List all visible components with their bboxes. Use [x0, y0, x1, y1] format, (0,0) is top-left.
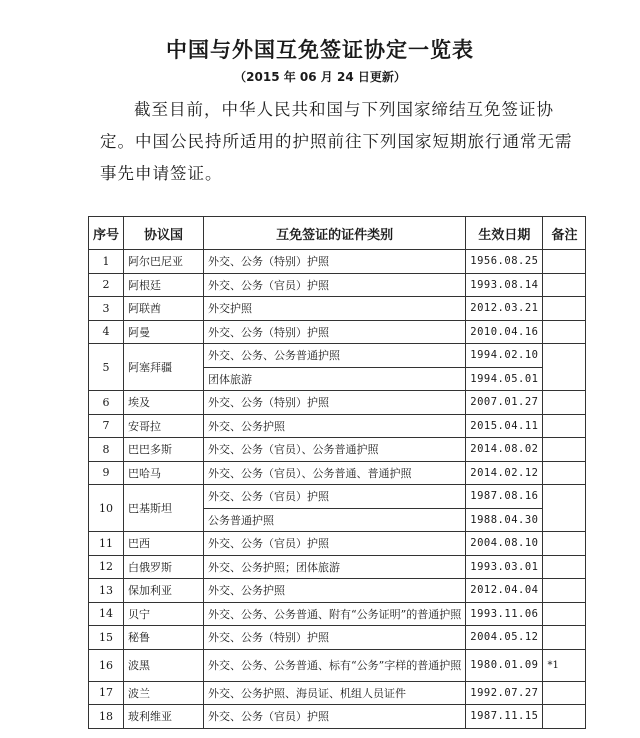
- table-row: [89, 532, 586, 556]
- country-cell: 阿尔巴尼亚: [124, 250, 204, 274]
- header-note: 备注: [543, 217, 586, 250]
- note-cell: [543, 602, 586, 626]
- category-cell: 外交护照: [204, 297, 466, 321]
- category-cell: 外交、公务（特别）护照: [204, 320, 466, 344]
- note-cell: [543, 681, 586, 705]
- update-date: （2015 年 06 月 24 日更新）: [234, 70, 406, 84]
- country-cell: 阿塞拜疆: [124, 344, 204, 391]
- category-cell: 外交、公务护照: [204, 579, 466, 603]
- table-row: [89, 705, 586, 729]
- country-cell: 玻利维亚: [124, 705, 204, 729]
- country-cell: 贝宁: [124, 602, 204, 626]
- table-header-row: [89, 217, 586, 250]
- row-number: 3: [89, 297, 124, 321]
- category-cell: 外交、公务（特别）护照: [204, 250, 466, 274]
- table-row: [89, 391, 586, 415]
- date-cell: 1994.02.10: [466, 344, 543, 368]
- date-cell: 1987.08.16: [466, 485, 543, 509]
- category-cell: 外交、公务、公务普通、标有“公务”字样的普通护照: [204, 649, 466, 681]
- table-row: [89, 602, 586, 626]
- category-cell: 外交、公务护照；团体旅游: [204, 555, 466, 579]
- date-cell: 2004.08.10: [466, 532, 543, 556]
- category-cell: 团体旅游: [204, 367, 466, 391]
- date-cell: 1987.11.15: [466, 705, 543, 729]
- table-row: [89, 649, 586, 681]
- note-cell: [543, 532, 586, 556]
- date-cell: 2012.03.21: [466, 297, 543, 321]
- category-cell: 外交、公务护照、海员证、机组人员证件: [204, 681, 466, 705]
- note-cell: [543, 438, 586, 462]
- table-row: [89, 555, 586, 579]
- category-cell: 外交、公务（官员）护照: [204, 705, 466, 729]
- country-cell: 巴西: [124, 532, 204, 556]
- row-number: 9: [89, 461, 124, 485]
- category-cell: 外交、公务（特别）护照: [204, 391, 466, 415]
- date-cell: 2014.02.12: [466, 461, 543, 485]
- category-cell: 外交、公务、公务普通、附有“公务证明”的普通护照: [204, 602, 466, 626]
- country-cell: 阿曼: [124, 320, 204, 344]
- country-cell: 巴哈马: [124, 461, 204, 485]
- table-row: [89, 273, 586, 297]
- row-number: 7: [89, 414, 124, 438]
- table-body: [89, 250, 586, 729]
- page-title: 中国与外国互免签证协定一览表: [166, 38, 474, 62]
- note-cell: [543, 297, 586, 321]
- table-row: [89, 579, 586, 603]
- table-row: [89, 626, 586, 650]
- date-cell: 1988.04.30: [466, 508, 543, 532]
- table-row: [89, 344, 586, 368]
- date-cell: 2014.08.02: [466, 438, 543, 462]
- note-cell: [543, 273, 586, 297]
- country-cell: 巴巴多斯: [124, 438, 204, 462]
- date-cell: 2010.04.16: [466, 320, 543, 344]
- date-cell: 2015.04.11: [466, 414, 543, 438]
- category-cell: 外交、公务（官员）、公务普通护照: [204, 438, 466, 462]
- date-cell: 2007.01.27: [466, 391, 543, 415]
- table-row: [89, 250, 586, 274]
- date-cell: 2012.04.04: [466, 579, 543, 603]
- category-cell: 外交、公务（特别）护照: [204, 626, 466, 650]
- country-cell: 波黑: [124, 649, 204, 681]
- table-row: [89, 681, 586, 705]
- note-cell: [543, 461, 586, 485]
- country-cell: 阿根廷: [124, 273, 204, 297]
- row-number: 15: [89, 626, 124, 650]
- note-cell: [543, 705, 586, 729]
- row-number: 8: [89, 438, 124, 462]
- category-cell: 外交、公务护照: [204, 414, 466, 438]
- category-cell: 外交、公务（官员）护照: [204, 532, 466, 556]
- note-cell: [543, 626, 586, 650]
- country-cell: 安哥拉: [124, 414, 204, 438]
- category-cell: 外交、公务（官员）护照: [204, 273, 466, 297]
- row-number: 17: [89, 681, 124, 705]
- table-row: [89, 297, 586, 321]
- category-cell: 外交、公务、公务普通护照: [204, 344, 466, 368]
- row-number: 2: [89, 273, 124, 297]
- intro-paragraph: 截至目前，中华人民共和国与下列国家缔结互免签证协定。中国公民持所适用的护照前往下列国家短期旅行通常无需事先申请签证。: [100, 100, 573, 183]
- category-cell: 外交、公务（官员）、公务普通、普通护照: [204, 461, 466, 485]
- row-number: 5: [89, 344, 124, 391]
- row-number: 10: [89, 485, 124, 532]
- header-date: 生效日期: [466, 217, 543, 250]
- note-cell: [543, 485, 586, 532]
- row-number: 11: [89, 532, 124, 556]
- note-cell: [543, 320, 586, 344]
- table-row: [89, 320, 586, 344]
- category-cell: 公务普通护照: [204, 508, 466, 532]
- note-cell: [543, 555, 586, 579]
- table-row: [89, 438, 586, 462]
- row-number: 12: [89, 555, 124, 579]
- header-category: 互免签证的证件类别: [204, 217, 466, 250]
- country-cell: 秘鲁: [124, 626, 204, 650]
- table-row: [89, 414, 586, 438]
- note-cell: [543, 250, 586, 274]
- row-number: 14: [89, 602, 124, 626]
- header-no: 序号: [89, 217, 124, 250]
- country-cell: 波兰: [124, 681, 204, 705]
- country-cell: 阿联酋: [124, 297, 204, 321]
- row-number: 18: [89, 705, 124, 729]
- note-cell: *1: [543, 649, 586, 681]
- country-cell: 白俄罗斯: [124, 555, 204, 579]
- table-row: [89, 485, 586, 509]
- row-number: 4: [89, 320, 124, 344]
- date-cell: 1994.05.01: [466, 367, 543, 391]
- note-cell: [543, 344, 586, 391]
- note-cell: [543, 391, 586, 415]
- note-cell: [543, 579, 586, 603]
- date-cell: 1980.01.09: [466, 649, 543, 681]
- date-cell: 1993.03.01: [466, 555, 543, 579]
- country-cell: 保加利亚: [124, 579, 204, 603]
- country-cell: 埃及: [124, 391, 204, 415]
- row-number: 1: [89, 250, 124, 274]
- date-cell: 1993.11.06: [466, 602, 543, 626]
- category-cell: 外交、公务（官员）护照: [204, 485, 466, 509]
- row-number: 13: [89, 579, 124, 603]
- date-cell: 2004.05.12: [466, 626, 543, 650]
- note-cell: [543, 414, 586, 438]
- table-row: [89, 461, 586, 485]
- row-number: 16: [89, 649, 124, 681]
- row-number: 6: [89, 391, 124, 415]
- header-country: 协议国: [124, 217, 204, 250]
- country-cell: 巴基斯坦: [124, 485, 204, 532]
- date-cell: 1956.08.25: [466, 250, 543, 274]
- date-cell: 1993.08.14: [466, 273, 543, 297]
- date-cell: 1992.07.27: [466, 681, 543, 705]
- visa-exemption-table: [88, 216, 586, 729]
